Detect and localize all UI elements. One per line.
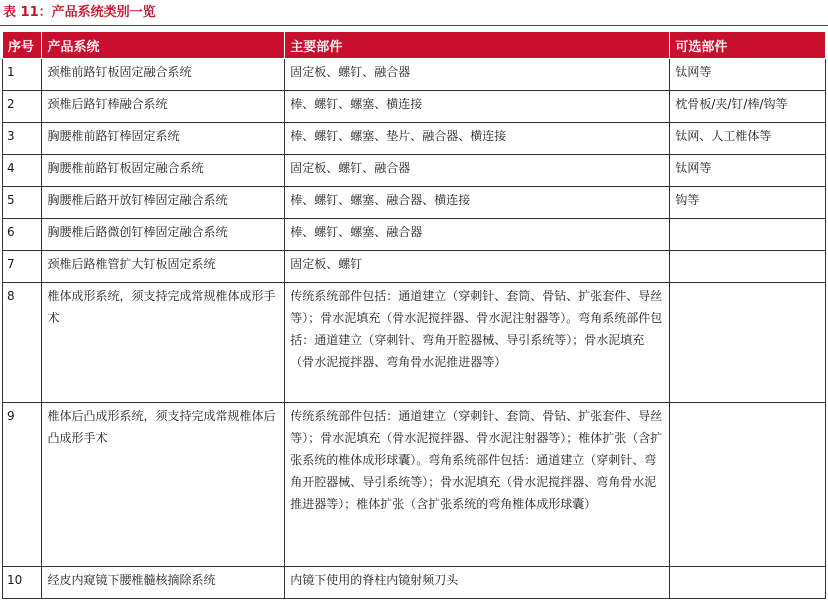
row-index: 3 (3, 123, 42, 155)
table-row (3, 283, 826, 403)
row-optional-parts (670, 403, 826, 567)
header-product-system: 产品系统 (42, 32, 285, 59)
row-index: 7 (3, 251, 42, 283)
row-product-system: 颈椎后路椎管扩大钉板固定系统 (42, 251, 285, 283)
row-optional-parts (670, 283, 826, 403)
row-optional-parts (670, 567, 826, 599)
header-main-parts: 主要部件 (285, 32, 670, 59)
row-product-system: 胸腰椎前路钉板固定融合系统 (42, 155, 285, 187)
row-index: 2 (3, 91, 42, 123)
product-system-table (2, 31, 826, 599)
row-index: 8 (3, 283, 42, 403)
header-optional-parts: 可选部件 (670, 32, 826, 59)
table-row (3, 59, 826, 91)
row-product-system: 胸腰椎后路开放钉棒固定融合系统 (42, 187, 285, 219)
row-main-parts: 固定板、螺钉、融合器 (285, 155, 670, 187)
row-product-system: 椎体成形系统，须支持完成常规椎体成形手术 (42, 283, 285, 403)
row-main-parts: 固定板、螺钉、融合器 (285, 59, 670, 91)
table-caption: 表 11：产品系统类别一览 (0, 0, 828, 26)
row-optional-parts: 枕骨板/夹/钉/棒/钩等 (670, 91, 826, 123)
row-index: 1 (3, 59, 42, 91)
row-index: 6 (3, 219, 42, 251)
row-main-parts: 棒、螺钉、螺塞、横连接 (285, 91, 670, 123)
row-optional-parts: 钛网、人工椎体等 (670, 123, 826, 155)
row-optional-parts: 钩等 (670, 187, 826, 219)
header-index: 序号 (3, 32, 42, 59)
row-main-parts: 传统系统部件包括：通道建立（穿刺针、套筒、骨钻、扩张套件、导丝等）；骨水泥填充（骨水泥搅拌器、骨水泥注射器等）。弯角系统部件包括：通道建立（穿刺针、弯角开腔器械、导引系统等）；骨水泥填充（骨水泥搅拌器、弯角骨水泥推进器等） (285, 283, 670, 403)
row-index: 9 (3, 403, 42, 567)
row-product-system: 胸腰椎前路钉棒固定系统 (42, 123, 285, 155)
row-product-system: 胸腰椎后路微创钉棒固定融合系统 (42, 219, 285, 251)
row-optional-parts: 钛网等 (670, 155, 826, 187)
row-main-parts: 棒、螺钉、螺塞、融合器 (285, 219, 670, 251)
row-index: 5 (3, 187, 42, 219)
table-row (3, 187, 826, 219)
row-index: 4 (3, 155, 42, 187)
table-row (3, 219, 826, 251)
table-row (3, 123, 826, 155)
row-product-system: 椎体后凸成形系统，须支持完成常规椎体后凸成形手术 (42, 403, 285, 567)
row-main-parts: 传统系统部件包括：通道建立（穿刺针、套筒、骨钻、扩张套件、导丝等）；骨水泥填充（骨水泥搅拌器、骨水泥注射器等）；椎体扩张（含扩张系统的椎体成形球囊）。弯角系统部件包括：通道建立（穿刺针、弯角开腔器械、导引系统等）；骨水泥填充（骨水泥搅拌器、弯角骨水泥推进器等）；椎体扩张（含扩张系统的弯角椎体成形球囊） (285, 403, 670, 567)
row-optional-parts: 钛网等 (670, 59, 826, 91)
table-row (3, 155, 826, 187)
table-row (3, 403, 826, 567)
row-index: 10 (3, 567, 42, 599)
table-row (3, 567, 826, 599)
row-product-system: 经皮内窥镜下腰椎髓核摘除系统 (42, 567, 285, 599)
row-main-parts: 内镜下使用的脊柱内镜射频刀头 (285, 567, 670, 599)
row-optional-parts (670, 219, 826, 251)
table-header-row (3, 32, 826, 59)
row-main-parts: 棒、螺钉、螺塞、融合器、横连接 (285, 187, 670, 219)
row-product-system: 颈椎前路钉板固定融合系统 (42, 59, 285, 91)
row-product-system: 颈椎后路钉棒融合系统 (42, 91, 285, 123)
table-row (3, 91, 826, 123)
table-row (3, 251, 826, 283)
row-optional-parts (670, 251, 826, 283)
row-main-parts: 固定板、螺钉 (285, 251, 670, 283)
row-main-parts: 棒、螺钉、螺塞、垫片、融合器、横连接 (285, 123, 670, 155)
